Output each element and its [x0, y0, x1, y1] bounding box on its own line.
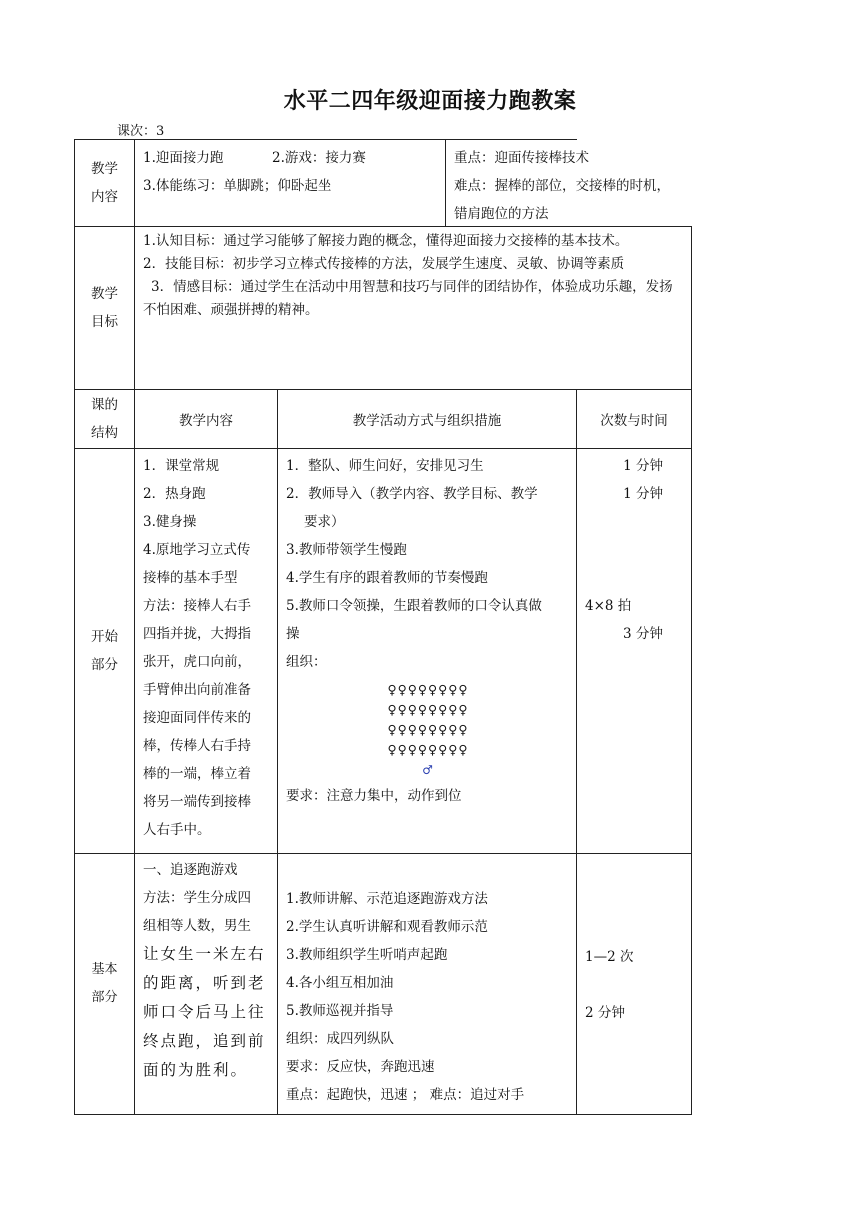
label-basic-part: 基本 部分	[75, 854, 135, 1115]
start-activity-4: 4.学生有序的跟着教师的节奏慢跑	[286, 570, 488, 586]
row-structure-header	[75, 390, 692, 449]
start-time-4: 3 分钟	[623, 626, 663, 642]
basic-activity: 要求：反应快，奔跑迅速	[286, 1059, 435, 1075]
start-content-line: 将另一端传到接棒	[143, 794, 251, 810]
start-activity-5: 5.教师口令领操，生跟着教师的口令认真做	[286, 598, 542, 614]
basic-content-line: 师口令后马上往	[143, 1003, 266, 1021]
basic-activities	[278, 854, 577, 1115]
formation-row: ♀♀♀♀♀♀♀♀	[387, 702, 469, 717]
teacher-symbol: ♂	[422, 763, 434, 777]
start-activity-5-cont: 操	[286, 626, 300, 642]
start-time-2: 1 分钟	[623, 486, 664, 502]
start-activity-1: 1．整队、师生问好，安排见习生	[286, 458, 484, 474]
start-content-line: 手臂伸出向前准备	[143, 682, 251, 698]
start-content-line: 1．课堂常规	[143, 458, 220, 474]
basic-time-1: 1—2 次	[585, 949, 634, 965]
difficulty-line-2: 错肩跑位的方法	[454, 206, 549, 222]
start-content-line: 3.健身操	[143, 514, 197, 530]
start-time-1: 1 分钟	[623, 458, 664, 474]
basic-activity: 3.教师组织学生听哨声起跑	[286, 947, 448, 963]
start-content-line: 方法：接棒人右手	[143, 598, 251, 614]
basic-activity: 4.各小组互相加油	[286, 975, 394, 991]
goal-cognitive: 1.认知目标：通过学习能够了解接力跑的概念，懂得迎面接力交接棒的基本技术。	[143, 233, 629, 249]
start-activities	[278, 449, 577, 854]
start-content-line: 张开，虎口向前，	[143, 654, 251, 670]
label-teaching-content: 教学 内容	[75, 140, 135, 227]
basic-content-line: 方法：学生分成四	[143, 890, 251, 906]
formation-diagram	[286, 680, 570, 780]
basic-activity: 组织：成四列纵队	[286, 1031, 394, 1047]
start-activity-2: 2．教师导入（教学内容、教学目标、教学	[286, 486, 538, 502]
header-activity: 教学活动方式与组织措施	[278, 390, 577, 449]
goals-cell	[135, 227, 692, 390]
start-content	[135, 449, 278, 854]
key-point: 重点：迎面传接棒技术	[454, 150, 589, 166]
page-title: 水平二四年级迎面接力跑教案	[283, 89, 577, 114]
content-item-1: 1.迎面接力跑	[143, 150, 224, 166]
basic-time	[577, 854, 692, 1115]
key-difficulty-block	[445, 140, 690, 226]
row-start-part	[75, 449, 692, 854]
start-content-line: 4.原地学习立式传	[143, 542, 251, 558]
organization-label: 组织：	[286, 654, 327, 670]
start-activity-2-cont: 要求）	[304, 514, 345, 530]
basic-activity: 1.教师讲解、示范追逐跑游戏方法	[286, 891, 488, 907]
content-item-3: 3.体能练习：单脚跳；仰卧起坐	[143, 178, 332, 194]
basic-content-line: 让女生一米左右	[143, 945, 266, 963]
start-content-line: 四指并拢，大拇指	[143, 626, 251, 642]
basic-content-title: 一、追逐跑游戏	[143, 862, 238, 878]
basic-content-line: 的距离，听到老	[143, 974, 266, 992]
start-content-line: 人右手中。	[143, 822, 211, 838]
start-requirement: 要求：注意力集中，动作到位	[286, 788, 462, 804]
basic-time-2: 2 分钟	[585, 1005, 625, 1021]
lesson-number: 课次：3	[117, 124, 165, 139]
content-item-2: 2.游戏：接力赛	[271, 150, 366, 166]
label-teaching-goals: 教学 目标	[75, 227, 135, 390]
start-activity-3: 3.教师带领学生慢跑	[286, 542, 407, 558]
header-time: 次数与时间	[577, 390, 692, 449]
start-content-line: 2．热身跑	[143, 486, 206, 502]
basic-content-line: 终点跑，追到前	[143, 1032, 266, 1050]
start-content-line: 接迎面同伴传来的	[143, 710, 251, 726]
label-structure: 课的 结构	[75, 390, 135, 449]
basic-activity: 重点：起跑快，迅速 ； 难点：追过对手	[286, 1087, 525, 1103]
goal-emotional: 3．情感目标：通过学生在活动中用智慧和技巧与同伴的团结协作，体验成功乐趣，发扬不怕困难、顽强拼搏的精神。	[143, 279, 673, 318]
lesson-plan-table	[74, 139, 692, 1115]
basic-content-line: 面的为胜利。	[143, 1061, 249, 1079]
label-start-part: 开始 部分	[75, 449, 135, 854]
start-time-3: 4×8 拍	[585, 598, 632, 614]
header-content: 教学内容	[135, 390, 278, 449]
row-basic-part	[75, 854, 692, 1115]
basic-content	[135, 854, 278, 1115]
basic-activity: 5.教师巡视并指导	[286, 1003, 394, 1019]
basic-activity: 2.学生认真听讲解和观看教师示范	[286, 919, 488, 935]
difficulty-line-1: 难点：握棒的部位，交接棒的时机，	[454, 178, 670, 194]
formation-row: ♀♀♀♀♀♀♀♀	[387, 742, 469, 757]
row-teaching-goals	[75, 227, 692, 390]
start-content-line: 棒的一端，棒立着	[143, 766, 251, 782]
start-time	[577, 449, 692, 854]
start-content-line: 接棒的基本手型	[143, 570, 238, 586]
formation-row: ♀♀♀♀♀♀♀♀	[387, 682, 469, 697]
basic-content-line: 组相等人数，男生	[143, 918, 251, 934]
goal-skill: 2．技能目标：初步学习立棒式传接棒的方法，发展学生速度、灵敏、协调等素质	[143, 256, 625, 272]
formation-row: ♀♀♀♀♀♀♀♀	[387, 722, 469, 737]
start-content-line: 棒，传棒人右手持	[143, 738, 251, 754]
